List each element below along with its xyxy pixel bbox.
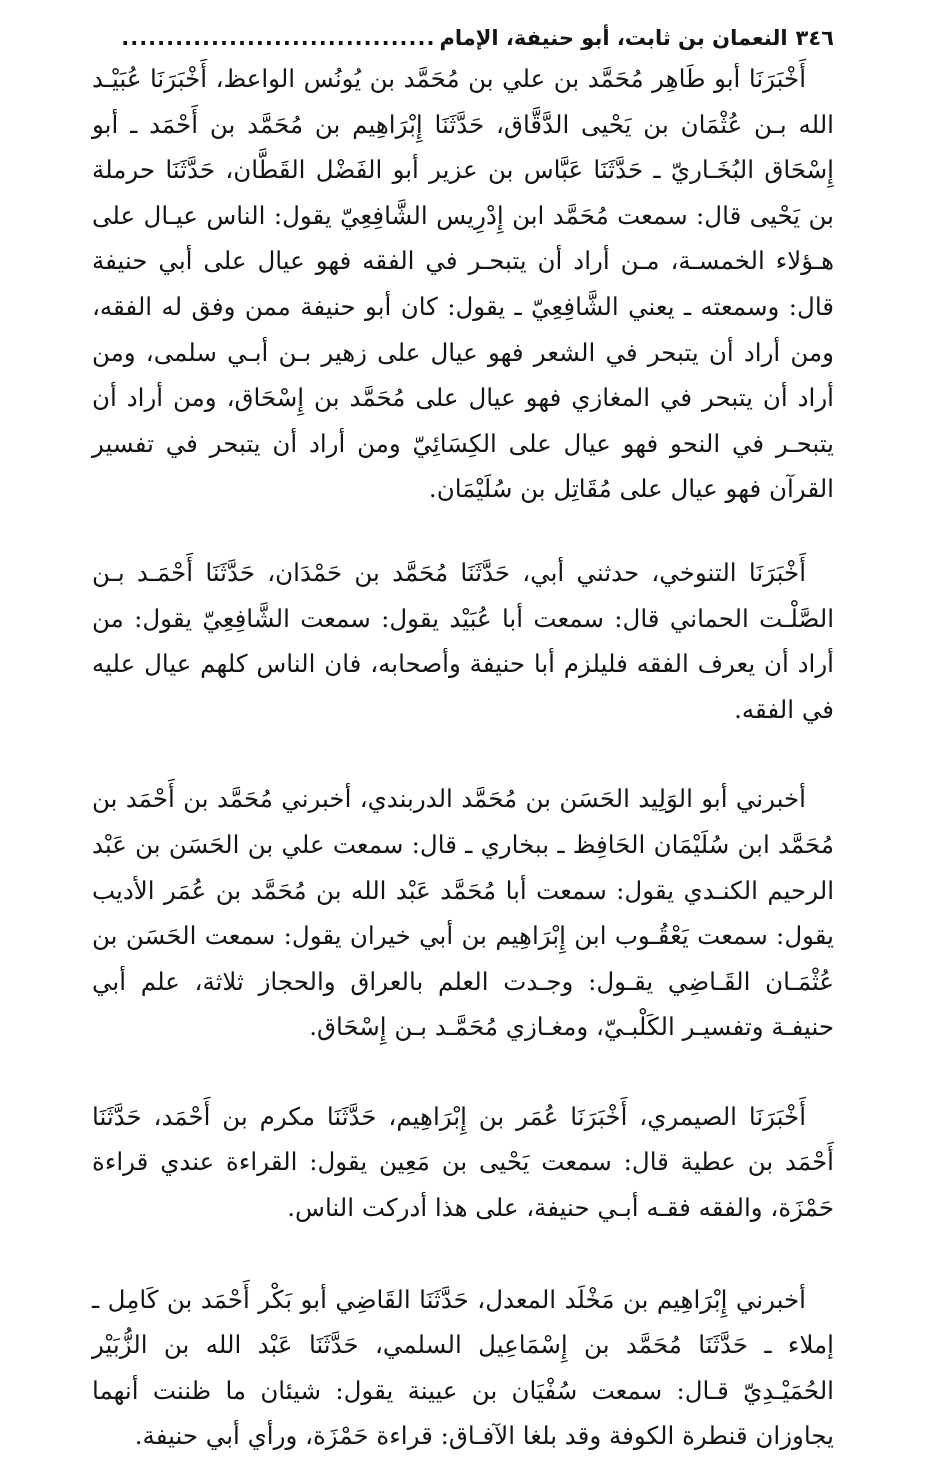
paragraph-5: أخبرني إِبْرَاهِيم بن مَخْلَد المعدل، حَدَّثَنَا القَاضِي أبو بَكْر أَحْمَد بن كَامِل ـ إملاء ـ حَدَّثَنَا مُحَمَّد بن إِسْمَاعِيل السلمي، حَدَّثَنَا عَبْد الله بن الزُّبَيْر الحُمَيْـدِيّ قـال: سمعت سُفْيَان بن عيينة يقول: شيئان ما ظننت أنهما يجاوزان قنطرة الكوفة وقد بلغا الآفـاق: قراءة حَمْزَة، ورأي أبي حنيفة. <box>92 1284 834 1451</box>
paragraph-2: أَخْبَرَنَا التنوخي، حدثني أبي، حَدَّثَنَا مُحَمَّد بن حَمْدَان، حَدَّثَنَا أَحْمَـد بـن الصَّلْـت الحماني قال: سمعت أبا عُبَيْد يقول: سمعت الشَّافِعِيّ يقول: من أراد أن يعرف الفقه فليلزم أبا حنيفة وأصحابه، فان الناس كلهم عيال عليه في الفقه. <box>92 557 834 724</box>
paragraph-3: أخبرني أبو الوَلِيد الحَسَن بن مُحَمَّد الدربندي، أخبرني مُحَمَّد بن أَحْمَد بن مُحَمَّد ابن سُلَيْمَان الحَافِظ ـ ببخاري ـ قال: سمعت علي بن الحَسَن بن عَبْد الرحيم الكنـدي يقول: سمعت أبا مُحَمَّد عَبْد الله بن مُحَمَّد بن عُمَر الأديب يقول: سمعت يَعْقُـوب ابن إِبْرَاهِيم بن أبي خيران يقول: سمعت الحَسَن بن عُثْمَـان القَـاضِي يقـول: وجـدت العلم بالعراق والحجاز ثلاثة، علم أبي حنيفـة وتفسيـر الكَلْبـيّ، ومغـازي مُحَمَّـد بـن إِسْحَاق. <box>92 784 834 1042</box>
header-dot-leader: ................................... <box>121 26 436 50</box>
paragraph-1: أَخْبَرَنَا أبو طَاهِر مُحَمَّد بن علي بن مُحَمَّد بن يُونُس الواعظ، أَخْبَرَنَا عُبَيْـد الله بـن عُثْمَان بن يَحْيى الدَّقَّاق، حَدَّثَنَا إِبْرَاهِيم بن مُحَمَّد بن أَحْمَد ـ أبو إِسْحَاق البُخَـاريّ ـ حَدَّثَنَا عَبَّاس بن عزير أبو الفَضْل القَطَّان، حَدَّثَنَا حرملة بن يَحْيى قال: سمعت مُحَمَّد ابن إِدْرِيس الشَّافِعِيّ يقول: الناس عيـال على هـؤلاء الخمسـة، مـن أراد أن يتبحـر في الفقه فهو عيال على أبي حنيفة قال: وسمعته ـ يعني الشَّافِعِيّ ـ يقول: كان أبو حنيفة ممن وفق له الفقه، ومن أراد أن يتبحر في الشعر فهو عيال على زهير بـن أبـي سلمى، ومن أراد أن يتبحر في المغازي فهو عيال على مُحَمَّد بن إِسْحَاق، ومن أراد أن يتبحـر في النحو فهو عيال على الكِسَائِيّ ومن أراد أن يتبحر في تفسير القرآن فهو عيال على مُقَاتِل بن سُلَيْمَان. <box>92 64 834 504</box>
running-header <box>92 22 834 54</box>
book-page <box>92 22 834 1459</box>
chapter-title: النعمان بن ثابت، أبو حنيفة، الإمام <box>439 26 788 50</box>
paragraph-4: أَخْبَرَنَا الصيمري، أَخْبَرَنَا عُمَر بن إِبْرَاهِيم، حَدَّثَنَا مكرم بن أَحْمَد، حَدَّثَنَا أَحْمَد بن عطية قال: سمعت يَحْيى بن مَعِين يقول: القراءة عندي قراءة حَمْزَة، والفقه فقـه أبـي حنيفة، على هذا أدركت الناس. <box>92 1101 834 1223</box>
page-body <box>92 56 834 1459</box>
page-number: ٣٤٦ <box>795 26 834 50</box>
